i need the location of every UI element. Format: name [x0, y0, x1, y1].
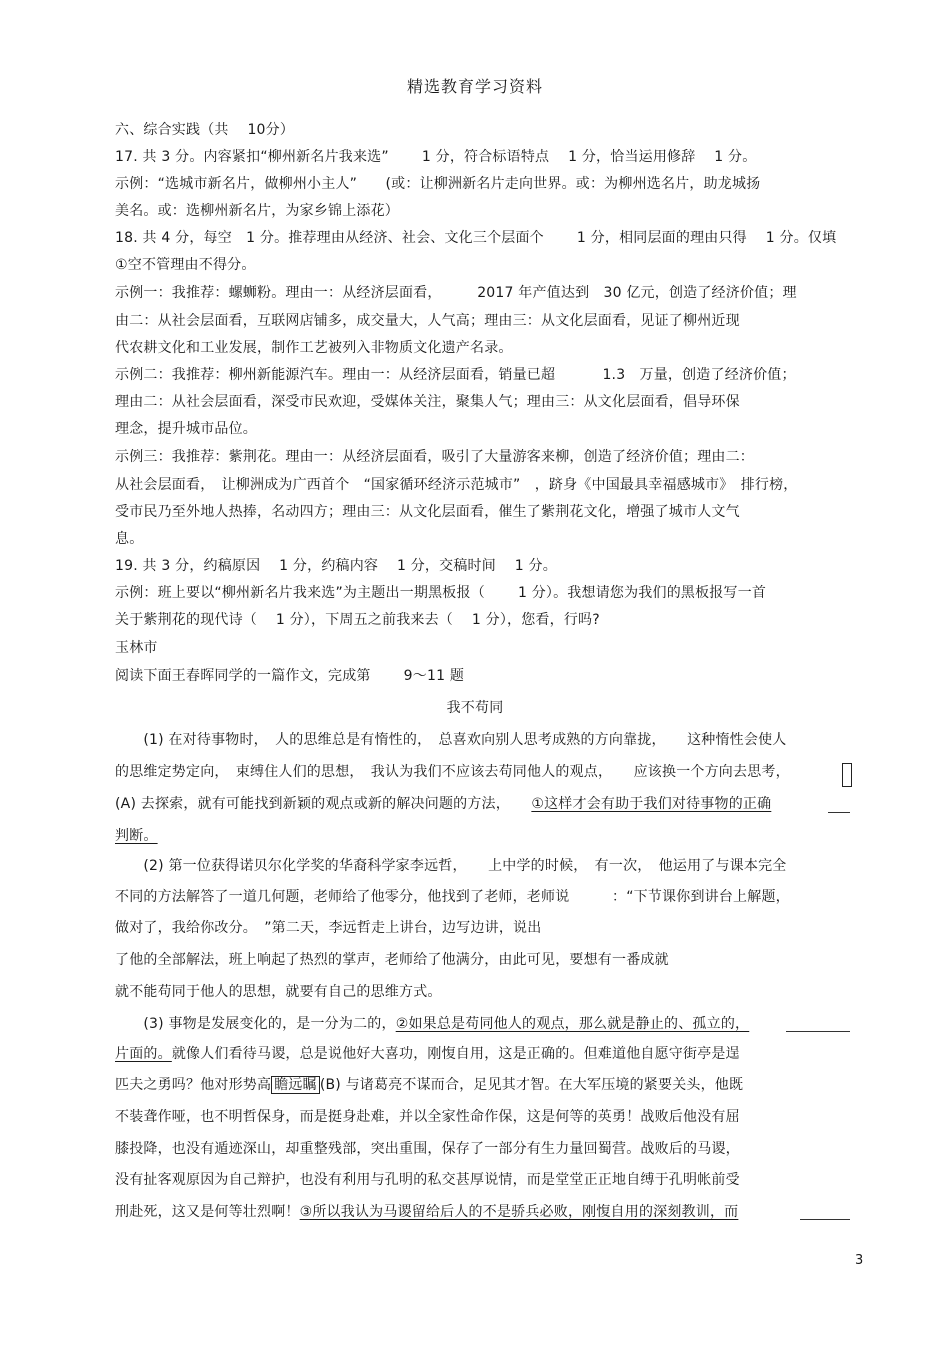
answer-line: 示例：班上要以“柳州新名片我来选”为主题出一期黑板报（ 1 分）。我想请您为我们的黑板报写一首 [115, 585, 767, 601]
answer-line: 由二：从社会层面看，互联网店铺多，成交量大，人气高；理由三：从文化层面看，见证了柳州近现 [115, 313, 740, 329]
essay-line: 不同的方法解答了一道几何题，老师给了他零分，他找到了老师，老师说 ：“下节课你到讲台上解题， [115, 889, 790, 905]
answer-line: 息。 [115, 531, 144, 547]
essay-line: 了他的全部解法，班上响起了热烈的掌声，老师给了他满分，由此可见，要想有一番成就 [115, 952, 669, 968]
underlined-sentence-2-end: 片面的。 [115, 1046, 172, 1062]
underline-extension [800, 1219, 850, 1220]
essay-text: (A) 去探索，就有可能找到新颖的观点或新的解决问题的方法， [115, 796, 532, 812]
essay-text: 就像人们看待马谡，总是说他好大喜功，刚愎自用，这是正确的。但难道他自愿守街亭是逞 [171, 1046, 740, 1062]
answer-line: 19. 共 3 分，约稿原因 1 分，约稿内容 1 分，交稿时间 1 分。 [115, 558, 557, 574]
essay-line [115, 1075, 743, 1095]
underlined-sentence-1: ①这样才会有助于我们对待事物的正确 [531, 796, 772, 812]
instruction-line: 阅读下面王春晖同学的一篇作文，完成第 9～11 题 [115, 668, 465, 684]
answer-line: 代农耕文化和工业发展，制作工艺被列入非物质文化遗产名录。 [115, 340, 513, 356]
essay-line [115, 1202, 738, 1222]
essay-text: (3) 事物是发展变化的，是一分为二的， [115, 1016, 396, 1032]
essay-line [115, 794, 771, 814]
answer-line: 示例二：我推荐：柳州新能源汽车。理由一：从经济层面看，销量已超 1.3 万量，创造了经济价值； [115, 367, 796, 383]
answer-line: 示例三：我推荐：紫荆花。理由一：从经济层面看，吸引了大量游客来柳，创造了经济价值；理由二： [115, 449, 754, 465]
answer-line: 受市民乃至外地人热捧，名动四方；理由三：从文化层面看，催生了紫荆花文化，增强了城市人文气 [115, 504, 740, 520]
answer-line: 18. 共 4 分，每空 1 分。推荐理由从经济、社会、文化三个层面个 1 分，相同层面的理由只得 1 分。仅填 [115, 230, 837, 246]
underlined-sentence-2: ②如果总是苟同他人的观点，那么就是静止的、孤立的， [395, 1016, 750, 1032]
essay-line: 不装聋作哑，也不明哲保身，而是挺身赴难，并以全家性命作保，这是何等的英勇！战败后他没有屈 [115, 1109, 740, 1125]
essay-text: (B) 与诸葛亮不谋而合，足见其才智。在大军压境的紧要关头，他既 [319, 1077, 744, 1093]
answer-line: 美名。或：选柳州新名片，为家乡锦上添花） [115, 203, 399, 219]
answer-line: ①空不管理由不得分。 [115, 257, 256, 273]
answer-line: 关于紫荆花的现代诗（ 1 分），下周五之前我来去（ 1 分），您看，行吗? [115, 612, 600, 628]
underline-extension [786, 1031, 850, 1032]
essay-line: 的思维定势定向， 束缚住人们的思想， 我认为我们不应该去苟同他人的观点， 应该换一个方向去思考， [115, 764, 790, 780]
answer-line: 理由二：从社会层面看，深受市民欢迎，受媒体关注，聚集人气；理由三：从文化层面看，倡导环保 [115, 394, 740, 410]
essay-line: 膝投降，也没有遁迹深山，却重整残部，突出重围，保存了一部分有生力量回蜀营。战败后的马谡， [115, 1141, 740, 1157]
essay-line: 就不能苟同于他人的思想，就要有自己的思维方式。 [115, 984, 442, 1000]
essay-line: (2) 第一位获得诺贝尔化学奖的华裔科学家李远哲， 上中学的时候， 有一次， 他运用了与课本完全 [115, 858, 787, 874]
answer-line: 17. 共 3 分。内容紧扣“柳州新名片我来选” 1 分，符合标语特点 1 分，恰当运用修辞 1 分。 [115, 149, 757, 165]
section-heading: 六、综合实践（共 10分） [115, 122, 295, 138]
essay-line: 做对了，我给你改分。 ”第二天，李远哲走上讲台，边写边讲，说出 [115, 920, 542, 936]
blank-box [842, 763, 852, 787]
underlined-sentence-1-end: 判断。 [115, 828, 158, 844]
essay-text: 刑赴死，这又是何等壮烈啊！ [115, 1204, 300, 1220]
answer-line: 从社会层面看， 让柳洲成为广西首个 “国家循环经济示范城市” ，跻身《中国最具幸福感城市》 排行榜， [115, 477, 798, 493]
essay-line: (1) 在对待事物时， 人的思维总是有惰性的， 总喜欢向别人思考成熟的方向靠拢， 这种惰性会使人 [115, 732, 787, 748]
essay-line [115, 1014, 749, 1034]
boxed-word: 瞻远瞩 [271, 1076, 320, 1094]
underlined-sentence-3: ③所以我认为马谡留给后人的不是骄兵必败，刚愎自用的深刻教训，而 [299, 1204, 739, 1220]
essay-line: 没有扯客观原因为自己辩护，也没有利用与孔明的私交甚厚说情，而是堂堂正正地自缚于孔明帐前受 [115, 1172, 740, 1188]
underline-extension [828, 812, 850, 813]
essay-line [115, 1044, 740, 1064]
essay-title: 我不苟同 [446, 700, 504, 716]
page-number: 3 [855, 1253, 864, 1268]
page-title: 精选教育学习资料 [406, 77, 543, 96]
answer-line: 理念，提升城市品位。 [115, 421, 257, 437]
region-heading: 玉林市 [115, 640, 158, 656]
answer-line: 示例一：我推荐：螺蛳粉。理由一：从经济层面看， 2017 年产值达到 30 亿元，创造了经济价值；理 [115, 285, 797, 301]
essay-text: 匹夫之勇吗？他对形势高 [115, 1077, 272, 1093]
answer-line: 示例：“选城市新名片，做柳州小主人” (或：让柳洲新名片走向世界。或：为柳州选名片，助龙城扬 [115, 176, 761, 192]
